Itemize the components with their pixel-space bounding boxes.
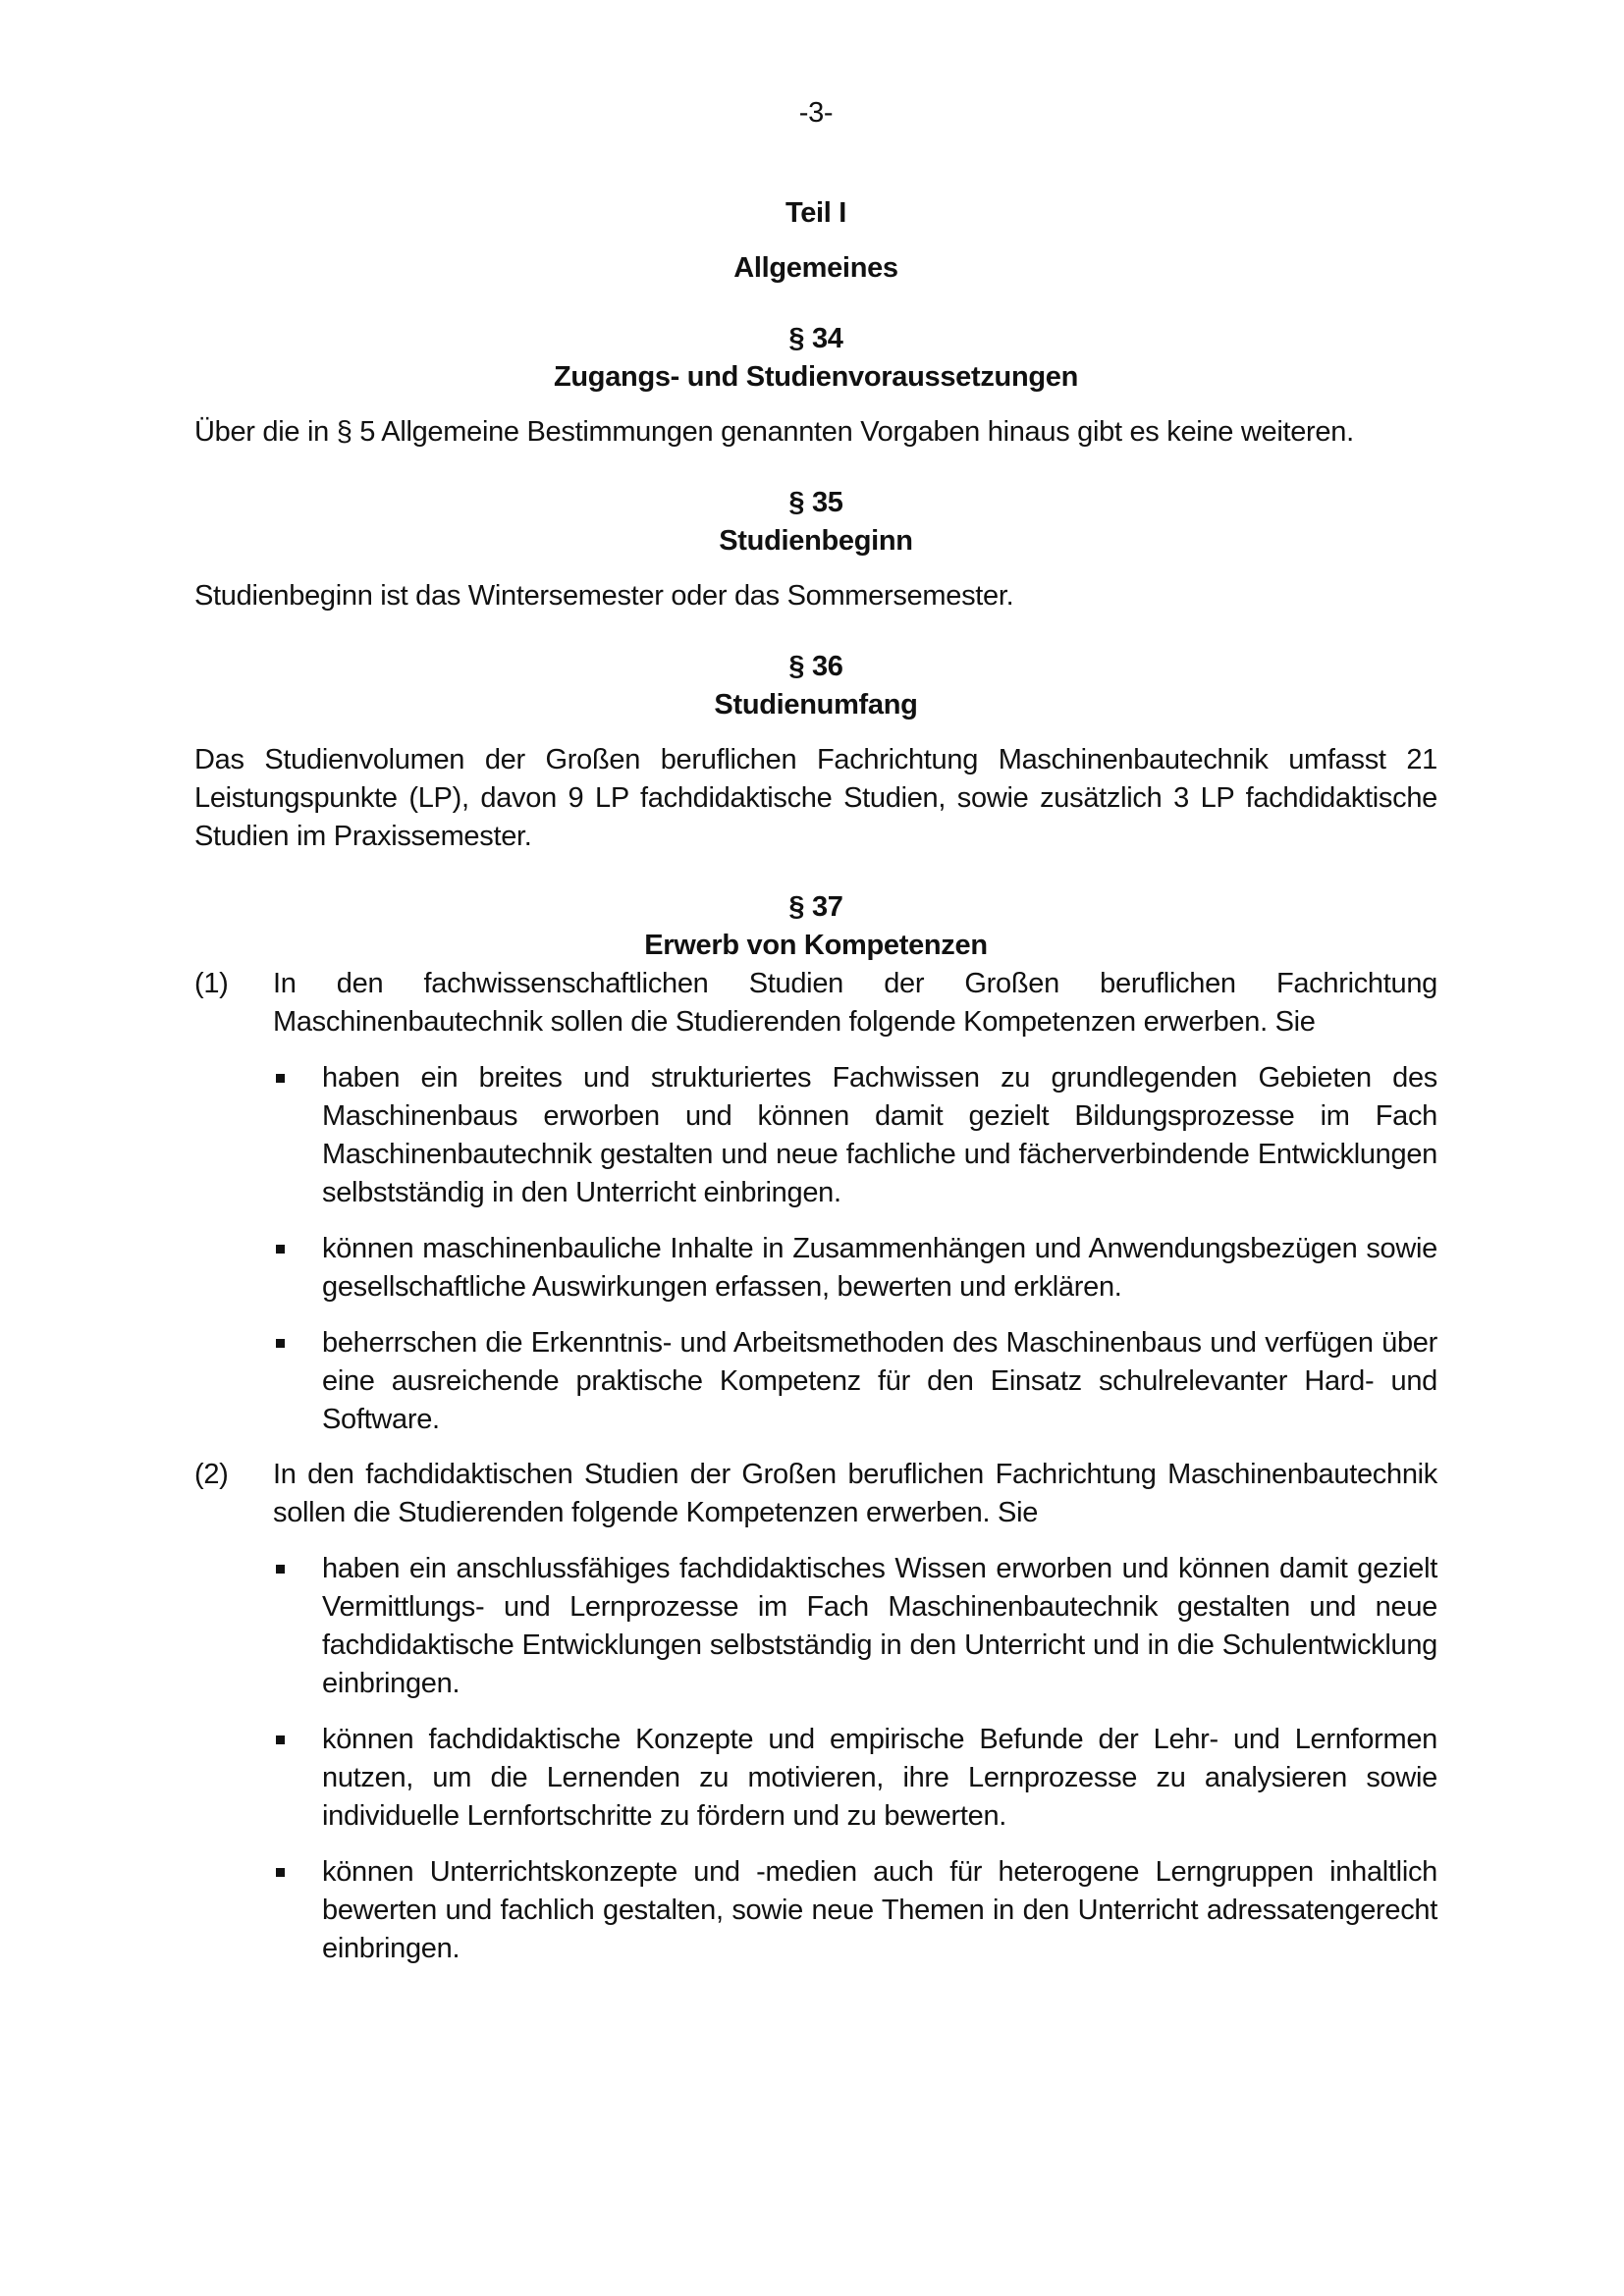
list-item xyxy=(273,1324,1437,1439)
bullet-list xyxy=(273,1059,1437,1439)
section-34 xyxy=(194,320,1437,452)
section-36 xyxy=(194,648,1437,856)
bullet-text: können Unterrichtskonzepte und -medien auch für heterogene Lerngruppen inhaltlich bewerten und fachlich gestalten, sowie neue Themen in den Unterricht adressatengerecht einbringen. xyxy=(322,1856,1437,1964)
bullet-text: haben ein breites und strukturiertes Fachwissen zu grundlegenden Gebieten des Maschinenbaus erworben und können damit gezielt Bildungsprozesse im Fach Maschinenbautechnik gestalten und neue fachliche und fächerverbindende Entwicklungen selbstständig in den Unterricht einbringen. xyxy=(322,1062,1437,1208)
section-title: Studienumfang xyxy=(714,689,918,721)
list-item xyxy=(273,1853,1437,1968)
section-title: Erwerb von Kompetenzen xyxy=(644,930,988,961)
section-37 xyxy=(194,888,1437,1968)
square-bullet-icon xyxy=(276,1245,285,1254)
numbered-item-1 xyxy=(194,965,1437,1041)
square-bullet-icon xyxy=(276,1868,285,1877)
list-item xyxy=(273,1059,1437,1212)
section-number: § 34 xyxy=(788,323,843,354)
square-bullet-icon xyxy=(276,1074,285,1083)
section-number: § 36 xyxy=(788,651,843,682)
list-item xyxy=(273,1721,1437,1836)
bullet-text: haben ein anschlussfähiges fachdidaktisches Wissen erworben und können damit gezielt Vermittlungs- und Lernprozesse im Fach Maschinenbautechnik gestalten und neue fachdidaktische Entwicklungen selbstständig in den Unterricht und in die Schulentwicklung einbringen. xyxy=(322,1553,1437,1699)
list-item xyxy=(273,1550,1437,1703)
section-title: Zugangs- und Studienvoraussetzungen xyxy=(553,361,1079,393)
bullet-list xyxy=(273,1550,1437,1968)
document-page xyxy=(194,94,1437,1985)
item-number: (2) xyxy=(194,1459,229,1490)
square-bullet-icon xyxy=(276,1339,285,1348)
part-subtitle: Allgemeines xyxy=(733,252,898,284)
item-number: (1) xyxy=(194,968,229,999)
bullet-text: können fachdidaktische Konzepte und empirische Befunde der Lehr- und Lernformen nutzen, um die Lernenden zu motivieren, ihre Lernprozesse zu analysieren sowie individuelle Lernfortschritte zu fördern und zu bewerten. xyxy=(322,1724,1437,1832)
section-text: Über die in § 5 Allgemeine Bestimmungen genannten Vorgaben hinaus gibt es keine weiteren. xyxy=(194,416,1354,448)
section-text: Studienbeginn ist das Wintersemester oder das Sommersemester. xyxy=(194,580,1014,612)
part-title: Teil I xyxy=(785,197,847,229)
item-text: In den fachdidaktischen Studien der Großen beruflichen Fachrichtung Maschinenbautechnik sollen die Studierenden folgende Kompetenzen erwerben. Sie xyxy=(273,1459,1437,1528)
page-number: -3- xyxy=(798,97,834,129)
list-item xyxy=(273,1230,1437,1307)
bullet-text: beherrschen die Erkenntnis- und Arbeitsmethoden des Maschinenbaus und verfügen über eine ausreichende praktische Kompetenz für den Einsatz schulrelevanter Hard- und Software. xyxy=(322,1327,1437,1435)
bullet-text: können maschinenbauliche Inhalte in Zusammenhängen und Anwendungsbezügen sowie gesellschaftliche Auswirkungen erfassen, bewerten und erklären. xyxy=(322,1233,1437,1303)
section-35 xyxy=(194,484,1437,615)
section-text: Das Studienvolumen der Großen beruflichen Fachrichtung Maschinenbautechnik umfasst 21 Leistungspunkte (LP), davon 9 LP fachdidaktische Studien, sowie zusätzlich 3 LP fachdidaktische Studien im Praxissemester. xyxy=(194,744,1437,852)
section-title: Studienbeginn xyxy=(719,525,913,557)
numbered-item-2 xyxy=(194,1456,1437,1532)
item-text: In den fachwissenschaftlichen Studien der Großen beruflichen Fachrichtung Maschinenbautechnik sollen die Studierenden folgende Kompetenzen erwerben. Sie xyxy=(273,968,1437,1038)
section-number: § 35 xyxy=(788,487,843,518)
square-bullet-icon xyxy=(276,1565,285,1574)
section-number: § 37 xyxy=(788,891,843,923)
square-bullet-icon xyxy=(276,1735,285,1744)
